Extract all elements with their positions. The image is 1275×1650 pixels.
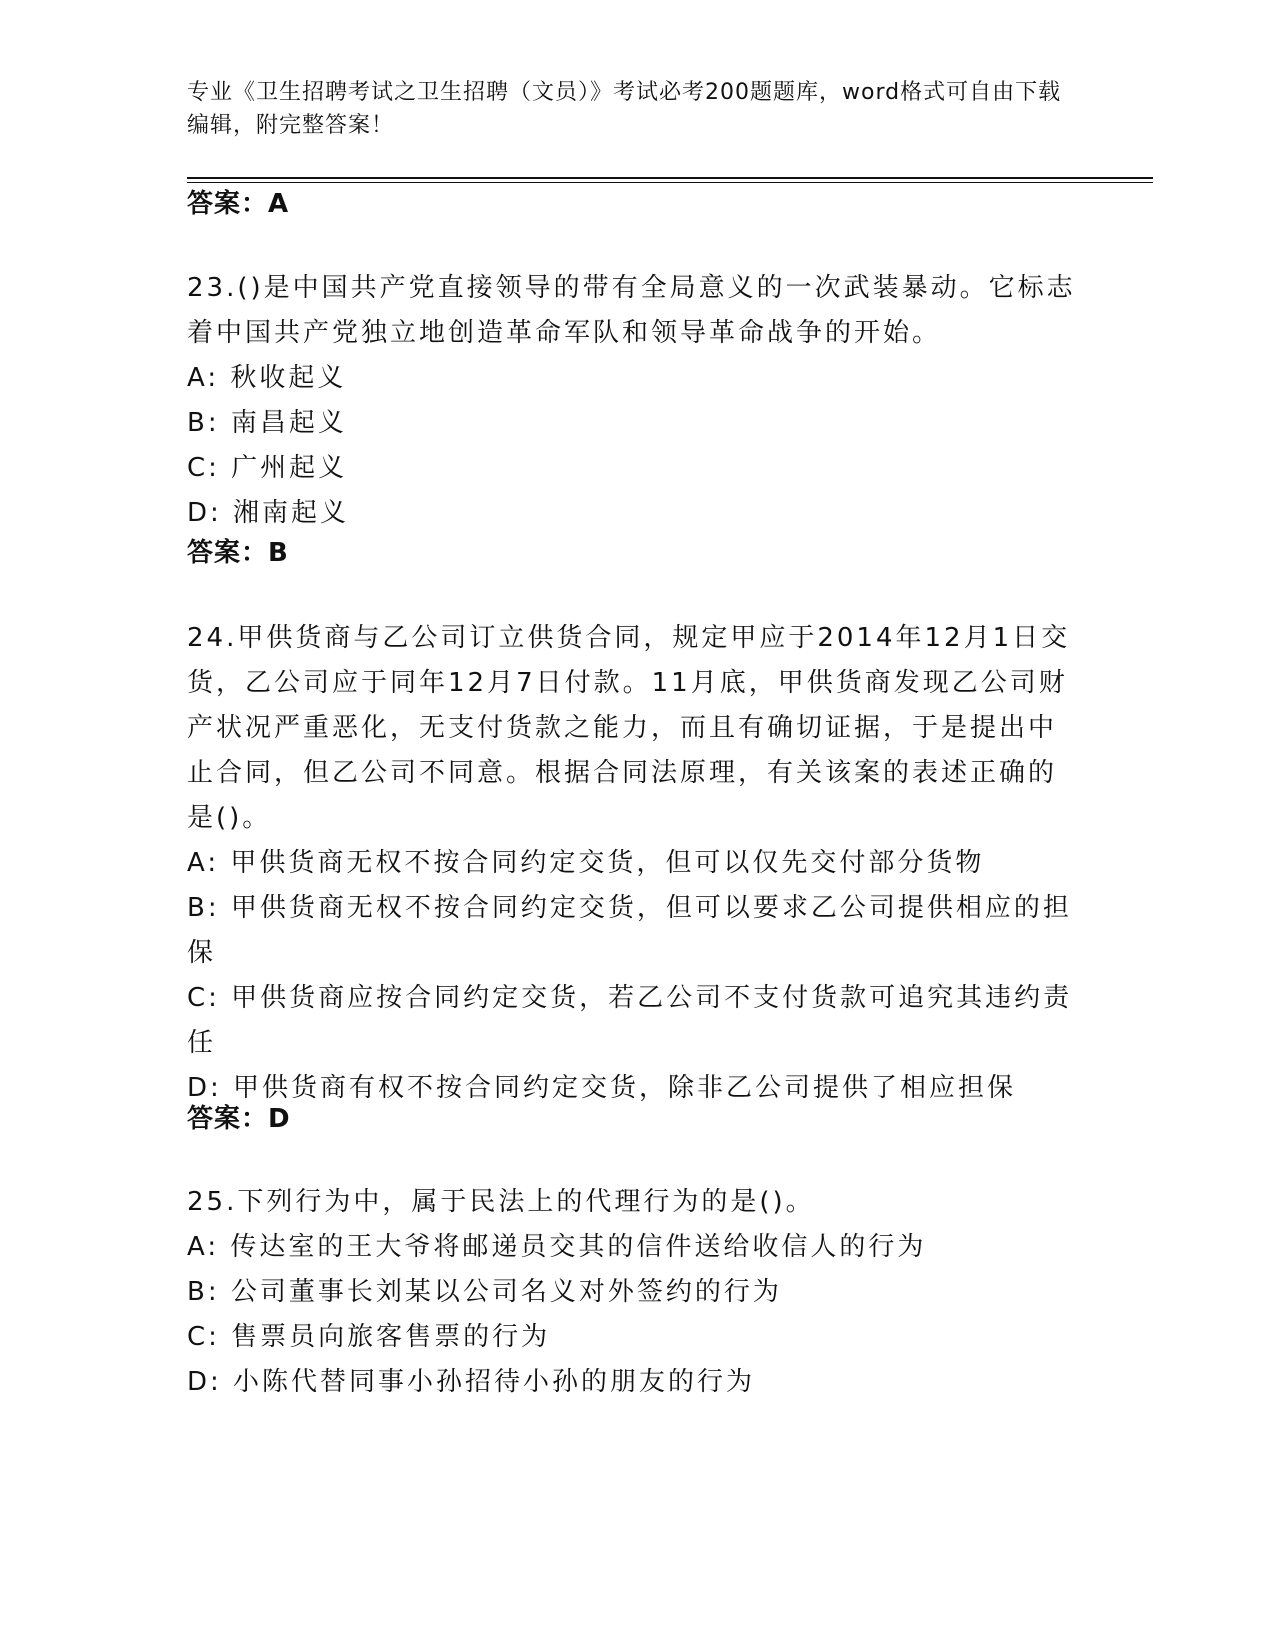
question-23 (187, 266, 1077, 536)
question-stem: 24.甲供货商与乙公司订立供货合同，规定甲应于2014年12月1日交货，乙公司应于同年12月7日付款。11月底，甲供货商发现乙公司财产状况严重恶化，无支付货款之能力，而且有确切证据，于是提出中止合同，但乙公司不同意。根据合同法原理，有关该案的表述正确的是()。 (187, 623, 1071, 833)
option-d: D: 甲供货商有权不按合同约定交货，除非乙公司提供了相应担保 (187, 1073, 1017, 1103)
option-c: C: 售票员向旅客售票的行为 (187, 1322, 551, 1352)
option-c: C: 甲供货商应按合同约定交货，若乙公司不支付货款可追究其违约责任 (187, 983, 1073, 1058)
answer-23: 答案：B (187, 538, 289, 568)
header-divider-thick (187, 177, 1153, 179)
option-b: B: 公司董事长刘某以公司名义对外签约的行为 (187, 1277, 782, 1307)
previous-answer: 答案：A (187, 189, 290, 219)
question-25 (187, 1180, 1077, 1405)
option-c: C: 广州起义 (187, 453, 348, 483)
option-b: B: 南昌起义 (187, 408, 347, 438)
option-d: D: 小陈代替同事小孙招待小孙的朋友的行为 (187, 1367, 756, 1397)
header-divider-thin (187, 182, 1153, 183)
question-24 (187, 616, 1077, 1111)
option-a: A: 甲供货商无权不按合同约定交货，但可以仅先交付部分货物 (187, 848, 985, 878)
document-header: 专业《卫生招聘考试之卫生招聘（文员）》考试必考200题题库，word格式可自由下载编辑，附完整答案！ (187, 80, 1062, 138)
option-b: B: 甲供货商无权不按合同约定交货，但可以要求乙公司提供相应的担保 (187, 893, 1072, 968)
question-stem: 23.()是中国共产党直接领导的带有全局意义的一次武装暴动。它标志着中国共产党独立地创造革命军队和领导革命战争的开始。 (187, 273, 1076, 348)
option-a: A: 传达室的王大爷将邮递员交其的信件送给收信人的行为 (187, 1232, 927, 1262)
option-a: A: 秋收起义 (187, 363, 347, 393)
answer-24: 答案：D (187, 1104, 291, 1134)
option-d: D: 湘南起义 (187, 498, 350, 528)
question-stem: 25.下列行为中，属于民法上的代理行为的是()。 (187, 1187, 815, 1217)
